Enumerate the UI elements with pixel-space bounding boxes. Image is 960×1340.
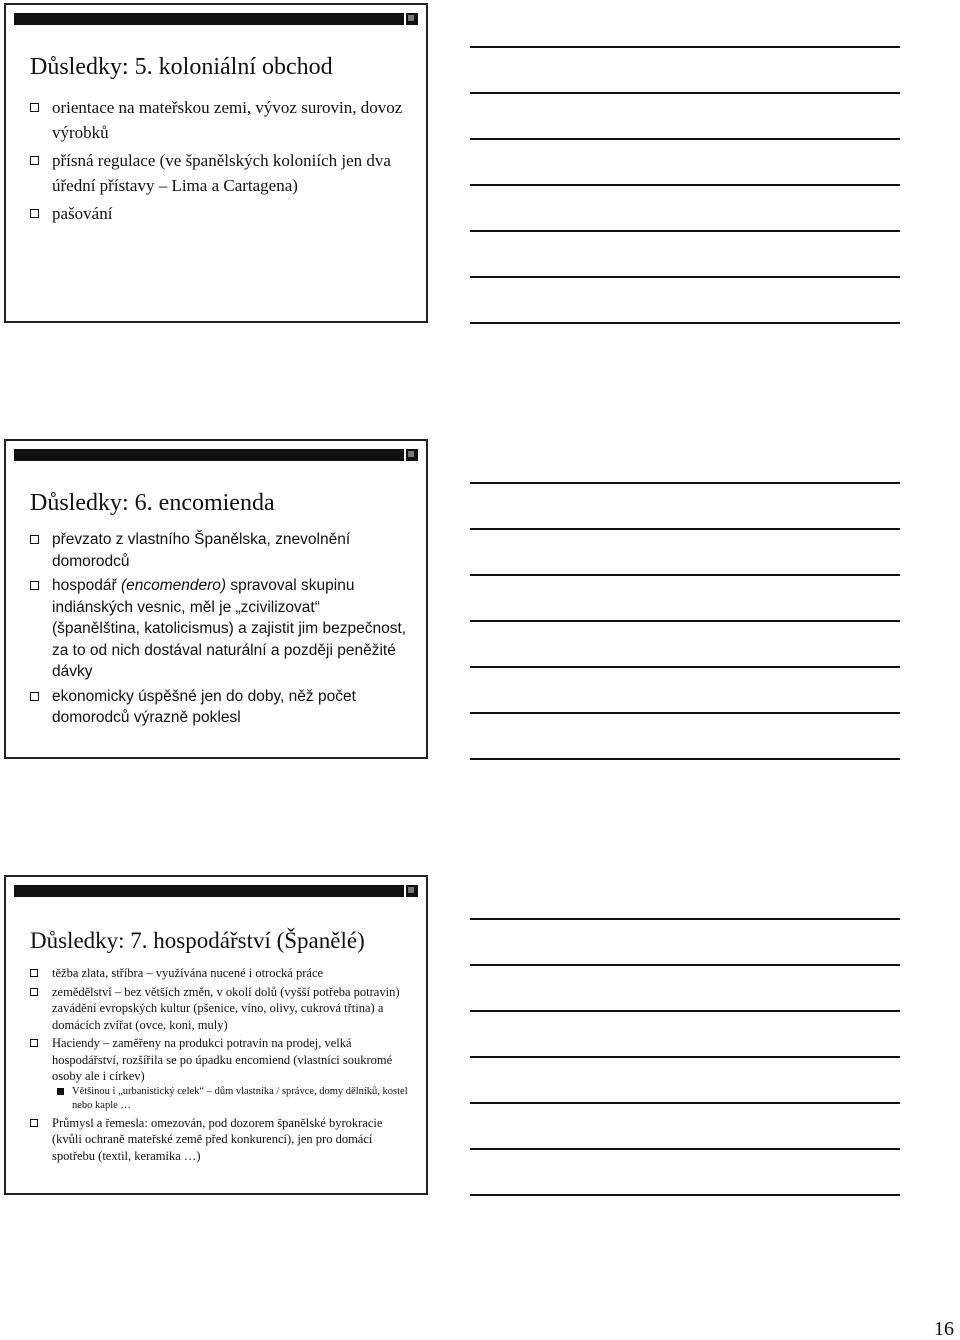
bullet-text: Haciendy – zaměřeny na produkci potravin na prodej, velká hospodářství, rozšířila se po úpadku encomiend (vlastníci soukromé osoby ale i církev) bbox=[52, 1036, 393, 1083]
note-line bbox=[470, 712, 900, 714]
bullet-text: přísná regulace (ve španělských koloniích jen dva úřední přístavy – Lima a Cartagena) bbox=[52, 151, 391, 195]
square-bullet-icon bbox=[30, 988, 38, 996]
bullet-list bbox=[28, 529, 412, 732]
note-line bbox=[470, 482, 900, 484]
bullet-item bbox=[28, 965, 412, 982]
bullet-item bbox=[28, 1035, 412, 1113]
notes-lines bbox=[470, 918, 900, 1240]
square-bullet-icon bbox=[30, 692, 39, 701]
note-line bbox=[470, 276, 900, 278]
bullet-text: ekonomicky úspěšné jen do doby, něž počet domorodců výrazně poklesl bbox=[52, 687, 356, 726]
square-bullet-icon bbox=[30, 1039, 38, 1047]
square-bullet-icon bbox=[30, 209, 39, 218]
bullet-text-italic: (encomendero) bbox=[120, 577, 227, 594]
filled-square-bullet-icon bbox=[57, 1088, 64, 1095]
bullet-item bbox=[28, 529, 412, 572]
slide-5-kolonialni-obchod bbox=[4, 3, 428, 323]
slide-title: Důsledky: 6. encomienda bbox=[30, 490, 275, 516]
note-line bbox=[470, 92, 900, 94]
title-bar-square-icon bbox=[404, 13, 418, 25]
slide-title-bar bbox=[14, 13, 418, 25]
sub-bullet-item bbox=[52, 1085, 412, 1113]
note-line bbox=[470, 1056, 900, 1058]
notes-lines bbox=[470, 46, 900, 368]
square-bullet-icon bbox=[30, 103, 39, 112]
notes-lines bbox=[470, 482, 900, 804]
title-bar-square-icon bbox=[404, 449, 418, 461]
slide-title-bar bbox=[14, 885, 418, 897]
slide-title-bar bbox=[14, 449, 418, 461]
slide-title: Důsledky: 7. hospodářství (Španělé) bbox=[30, 928, 365, 953]
slide-7-hospodarstvi bbox=[4, 875, 428, 1195]
note-line bbox=[470, 964, 900, 966]
slide-title: Důsledky: 5. koloniální obchod bbox=[30, 54, 333, 80]
note-line bbox=[470, 666, 900, 668]
note-line bbox=[470, 758, 900, 760]
note-line bbox=[470, 620, 900, 622]
bullet-text: těžba zlata, stříbra – využívána nucené i otrocká práce bbox=[52, 966, 324, 980]
note-line bbox=[470, 322, 900, 324]
square-bullet-icon bbox=[30, 156, 39, 165]
bullet-text-lead: hospodář bbox=[52, 577, 121, 594]
note-line bbox=[470, 230, 900, 232]
bullet-text: pašování bbox=[52, 204, 113, 223]
square-bullet-icon bbox=[30, 581, 39, 590]
slide-6-encomienda bbox=[4, 439, 428, 759]
note-line bbox=[470, 1102, 900, 1104]
note-line bbox=[470, 46, 900, 48]
bullet-item bbox=[28, 201, 412, 226]
bullet-item bbox=[28, 575, 412, 683]
square-bullet-icon bbox=[30, 1119, 38, 1127]
bullet-item bbox=[28, 984, 412, 1034]
bullet-item bbox=[28, 1115, 412, 1165]
bullet-list bbox=[28, 95, 412, 229]
square-bullet-icon bbox=[30, 535, 39, 544]
bullet-text: orientace na mateřskou zemi, vývoz surovin, dovoz výrobků bbox=[52, 98, 403, 142]
note-line bbox=[470, 918, 900, 920]
bullet-item bbox=[28, 95, 412, 145]
sub-bullet-text: Většinou i „urbanistický celek“ – dům vlastníka / správce, domy dělníků, kostel nebo kaple … bbox=[72, 1085, 408, 1111]
note-line bbox=[470, 138, 900, 140]
note-line bbox=[470, 528, 900, 530]
sub-bullet-list bbox=[52, 1085, 412, 1113]
page-number: 16 bbox=[934, 1318, 954, 1340]
bullet-text-rest: spravoval skupinu indiánských vesnic, měl je „zcivilizovat“ (španělština, katolicismus) a zajistit jim bezpečnost, za to od nich dostával naturální a později peněžité dávky bbox=[52, 577, 407, 680]
bullet-item bbox=[28, 686, 412, 729]
note-line bbox=[470, 1194, 900, 1196]
bullet-list bbox=[28, 965, 412, 1166]
note-line bbox=[470, 574, 900, 576]
bullet-text: Průmysl a řemesla: omezován, pod dozorem španělské byrokracie (kvůli ochraně mateřské země před konkurencí), jen pro domácí spotřebu (textil, keramika …) bbox=[52, 1115, 383, 1163]
square-bullet-icon bbox=[30, 969, 38, 977]
note-line bbox=[470, 1010, 900, 1012]
bullet-text: zemědělství – bez větších změn, v okolí dolů (vyšší potřeba potravin) zavádění evropských kultur (pšenice, víno, olivy, cukrová třtina) a domácích zvířat (ovce, koni, muly) bbox=[52, 984, 400, 1032]
bullet-item bbox=[28, 148, 412, 198]
note-line bbox=[470, 184, 900, 186]
note-line bbox=[470, 1148, 900, 1150]
title-bar-square-icon bbox=[404, 885, 418, 897]
bullet-text: převzato z vlastního Španělska, znevolnění domorodců bbox=[52, 531, 351, 570]
